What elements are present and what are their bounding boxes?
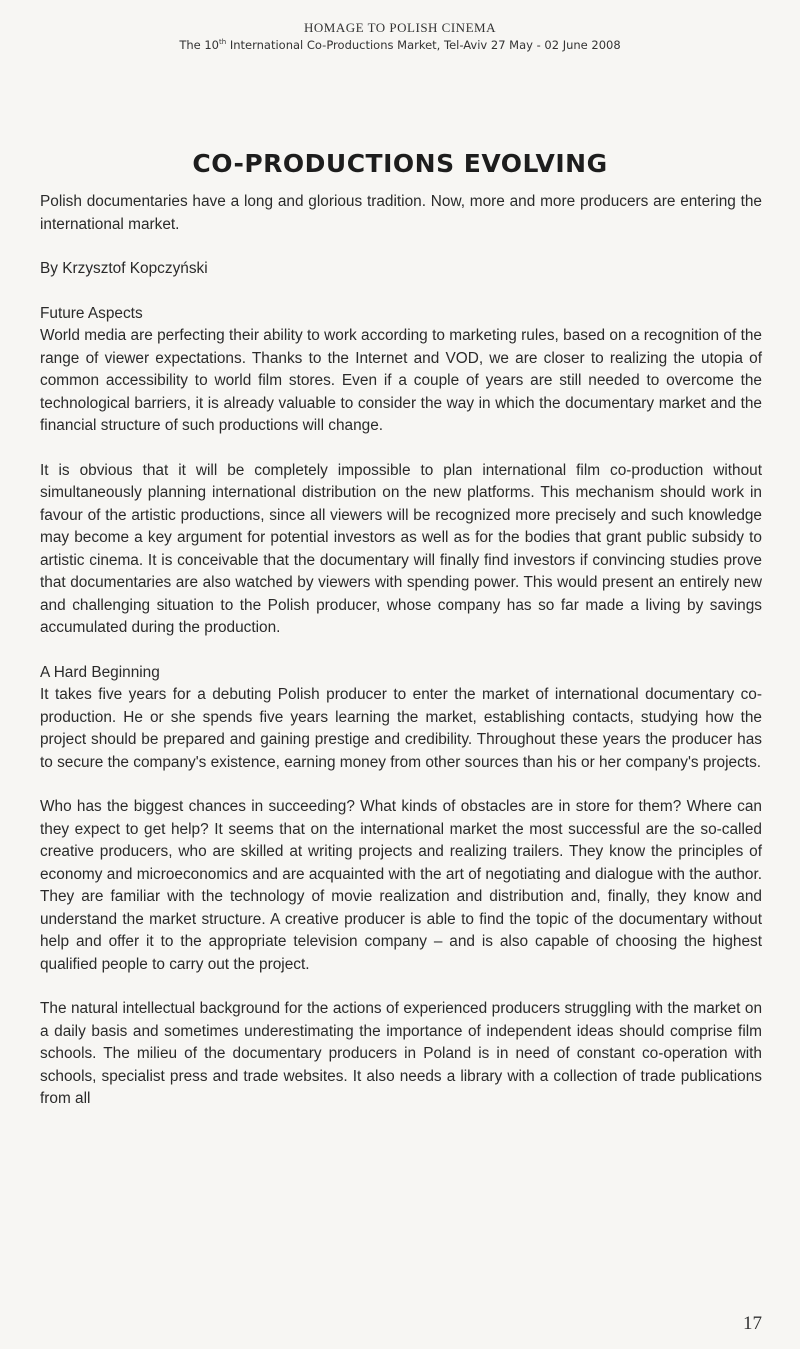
article-body	[40, 191, 762, 1111]
publication-title: HOMAGE TO POLISH CINEMA	[304, 20, 496, 35]
article-byline: By Krzysztof Kopczyński	[40, 260, 208, 277]
subtitle-superscript: th	[219, 38, 227, 47]
subtitle-prefix: The 10	[179, 38, 219, 52]
section-heading-hard-beginning: A Hard Beginning	[40, 663, 160, 681]
page-number: 17	[743, 1313, 762, 1334]
paragraph: It takes five years for a debuting Polish producer to enter the market of international documentary co-production. He or she spends five years learning the market, establishing contacts, studying how the project should be prepared and gaining prestige and credibility. Throughout these years the producer has to secure the company's existence, earning money from other sources than his or her company's projects.	[40, 686, 762, 771]
subtitle-rest: International Co-Productions Market, Tel-Aviv 27 May - 02 June 2008	[226, 38, 621, 52]
paragraph: Who has the biggest chances in succeeding? What kinds of obstacles are in store for them? Where can they expect to get help? It seems that on the international market the most successful are the so-called creative producers, who are skilled at writing projects and realizing trailers. They know the principles of economy and microeconomics and are acquainted with the art of negotiating and dialogue with the author. They are familiar with the technology of movie realization and distribution and, finally, they know and understand the market structure. A creative producer is able to find the topic of the documentary without help and offer it to the appropriate television company – and is also capable of choosing the highest qualified people to carry out the project.	[40, 798, 762, 973]
paragraph: The natural intellectual background for the actions of experienced producers struggling with the market on a daily basis and sometimes underestimating the importance of independent ideas should comprise film schools. The milieu of the documentary producers in Poland is in need of constant co-operation with schools, specialist press and trade websites. It also needs a library with a collection of trade publications from all	[40, 1000, 762, 1107]
paragraph: World media are perfecting their ability to work according to marketing rules, based on a recognition of the range of viewer expectations. Thanks to the Internet and VOD, we are closer to realizing the utopia of common accessibility to world film stores. Even if a couple of years are still needed to overcome the technological barriers, it is already valuable to consider the way in which the documentary market and the financial structure of such productions will change.	[40, 327, 762, 434]
running-header	[0, 20, 800, 52]
section-heading-future-aspects: Future Aspects	[40, 304, 143, 322]
article-title: CO-PRODUCTIONS EVOLVING	[192, 148, 608, 178]
paragraph: It is obvious that it will be completely impossible to plan international film co-production without simultaneously planning international distribution on the new platforms. This mechanism should work in favour of the artistic productions, since all viewers will be recognized more precisely and such knowledge may become a key argument for potential investors as well as for the bodies that grant public subsidy to artistic cinema. It is conceivable that the documentary will finally find investors if convincing studies prove that documentaries are also watched by viewers with spending power. This would present an entirely new and challenging situation to the Polish producer, whose company has so far made a living by savings accumulated during the production.	[40, 461, 762, 636]
article-intro: Polish documentaries have a long and glorious tradition. Now, more and more producers are entering the international market.	[40, 193, 762, 233]
publication-subtitle	[0, 38, 800, 52]
